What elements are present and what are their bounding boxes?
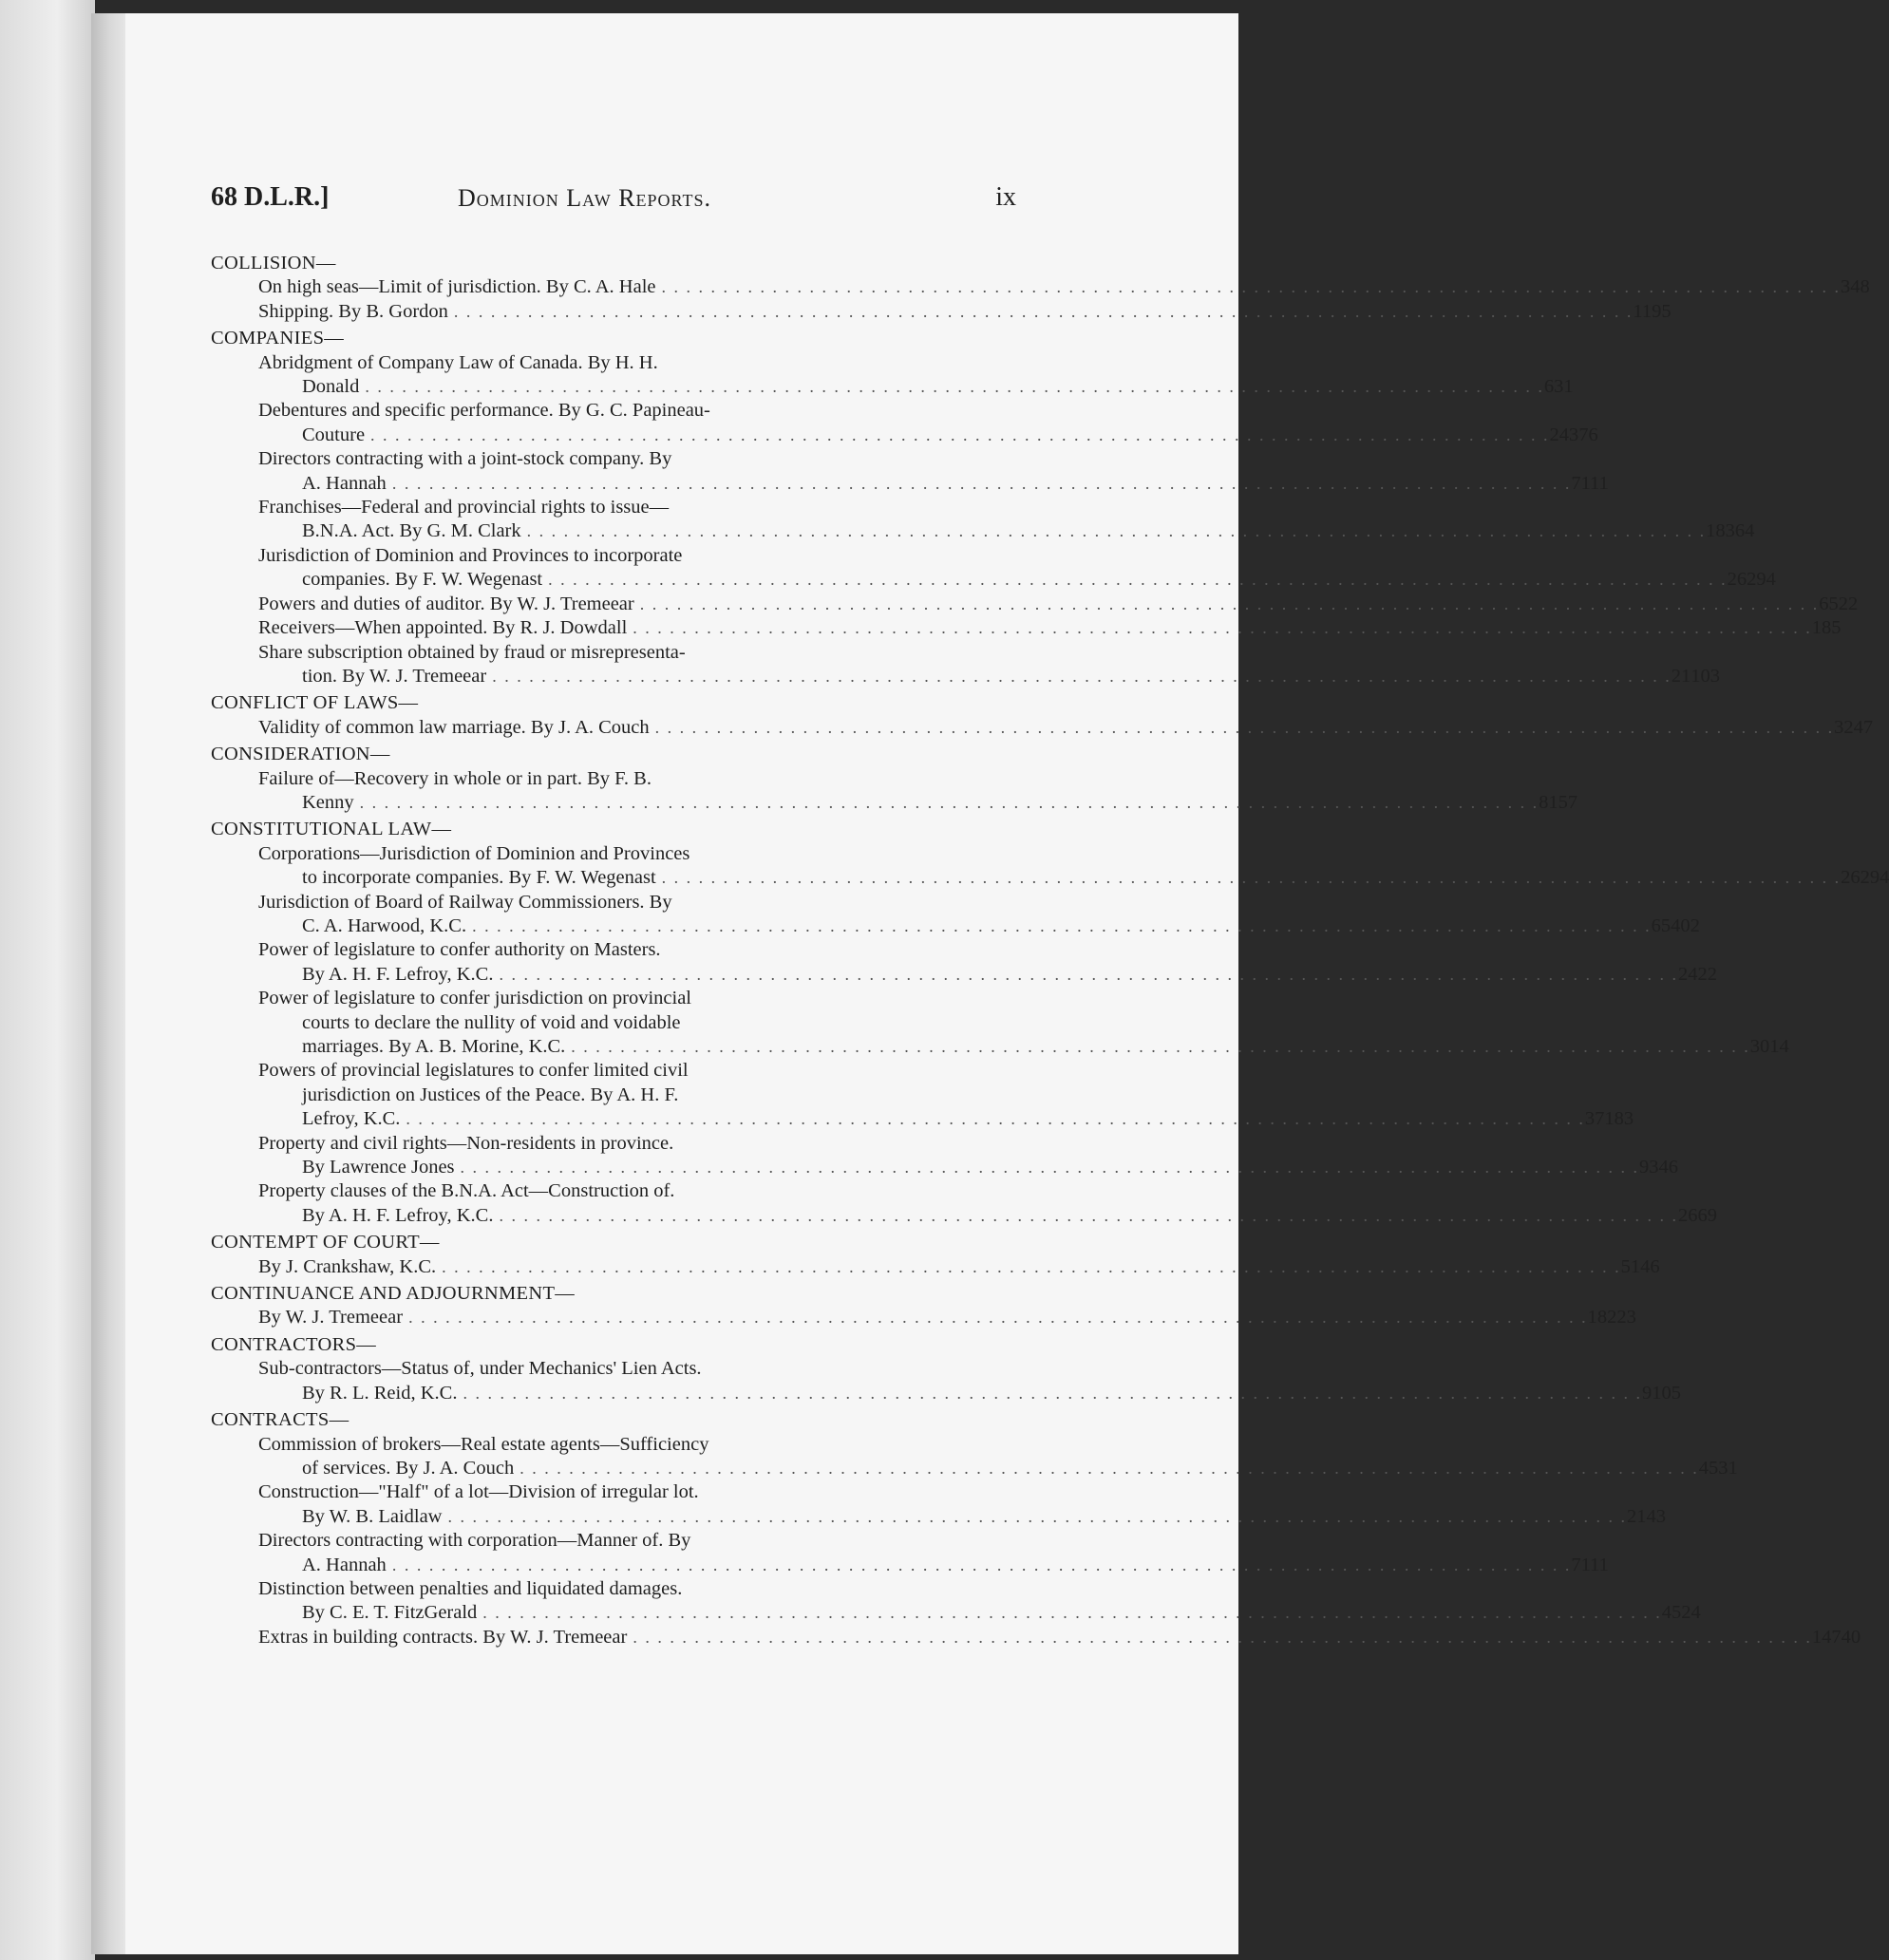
entry-line: Kenny [302,791,354,813]
entry-last-line [258,1156,1639,1179]
entry-line: Franchises—Federal and provincial rights to issue— [258,497,670,518]
dot-leader [406,1107,1585,1131]
index-heading: CONSTITUTIONAL LAW— [211,819,452,840]
dot-leader [454,300,1634,324]
entry-text [258,716,1834,740]
entry-line: Property clauses of the B.N.A. Act—Construction of. [258,1180,675,1202]
page-reference: 1 [1563,376,1574,398]
dot-leader [655,716,1835,740]
dot-leader [408,1306,1588,1329]
entry-line: Couture [302,424,366,445]
entry-line: B.N.A. Act. By G. M. Clark [302,520,521,542]
entry-line: A. Hannah [302,1554,387,1575]
entry-line: Abridgment of Company Law of Canada. By H. H. [258,351,658,373]
dot-leader [633,616,1812,640]
entry-line: By A. H. F. Lefroy, K.C. [302,1204,494,1226]
entry-text [258,351,1544,400]
entry-text [258,616,1812,640]
index-entry [258,1179,1717,1228]
dot-leader [548,568,1728,592]
volume-number: 26 [1727,569,1747,591]
entry-line: Construction—"Half" of a lot—Division of irregular lot. [258,1481,699,1503]
volume-number: 7 [1571,1554,1581,1575]
entry-line: Extras in building contracts. By W. J. Tremeear [258,1626,628,1648]
entry-last-line [258,375,1544,399]
entry-text [258,300,1633,324]
entry-line: Powers and duties of auditor. By W. J. Tremeear [258,593,634,614]
volume-number: 18 [1587,1307,1608,1329]
page-reference: 402 [1671,914,1700,936]
entry-line: Directors contracting with a joint-stock company. By [258,448,672,470]
entry-line: C. A. Harwood, K.C. [302,914,467,936]
dot-leader [365,375,1544,399]
volume-number: 7 [1571,472,1581,494]
entry-last-line [258,1382,1642,1405]
entry-line: On high seas—Limit of jurisdiction. By C. A. Hale [258,276,656,298]
entry-last-line [258,472,1571,496]
dot-leader [370,424,1550,447]
index-entry [258,399,1598,447]
entry-line: companies. By F. W. Wegenast [302,569,543,591]
volume-number: 24 [1677,963,1698,985]
page-reference: 22 [1697,963,1717,985]
volume-number: 9 [1639,1157,1650,1178]
entry-last-line [258,1204,1678,1228]
page-reference: 95 [1652,300,1672,322]
entry-last-line [258,1035,1750,1059]
entry-last-line [258,275,1841,299]
entry-line: Property and civil rights—Non-residents in province. [258,1132,674,1154]
entry-line: courts to declare the nullity of void and voidable [302,1011,681,1033]
dot-leader [392,472,1572,496]
page-reference: 8 [1860,276,1870,298]
page-reference: 5 [1831,617,1842,639]
page-number: ix [995,182,1016,212]
entry-line: Donald [302,376,360,398]
volume-number: 2 [1626,1505,1637,1527]
index-entry [258,1132,1679,1180]
index-entry [258,842,1889,891]
volume-number: 26 [1841,867,1861,889]
entry-line: Corporations—Jurisdiction of Dominion and Provinces [258,842,690,864]
volume-number: 30 [1749,1036,1770,1057]
index-entry [258,496,1755,544]
entry-last-line [258,963,1678,987]
page-reference: 143 [1636,1505,1666,1527]
entry-last-line [258,1505,1627,1529]
index-entry [258,1577,1701,1626]
page-reference: 46 [1640,1255,1660,1277]
dot-leader [662,866,1842,890]
page-reference: 69 [1697,1204,1717,1226]
volume-number: 34 [1841,276,1861,298]
entry-last-line [258,616,1812,640]
dot-leader [461,1156,1640,1179]
volume-number: 24 [1549,424,1570,445]
entry-line: Validity of common law marriage. By J. A. Couch [258,716,650,738]
dot-leader [499,963,1678,987]
entry-line: A. Hannah [302,472,387,494]
entry-last-line [258,568,1728,592]
entry-text [258,593,1819,616]
entry-text [258,891,1652,939]
index-entry [258,275,1870,299]
entry-line: Failure of—Recovery in whole or in part. By F. B. [258,767,652,789]
volume-number: 65 [1651,914,1672,936]
page-reference: 346 [1649,1157,1679,1178]
entry-line: Power of legislature to confer jurisdiction on provincial [258,988,692,1009]
entry-last-line [258,593,1819,616]
volume-number: 6 [1819,593,1829,614]
dot-leader [447,1505,1627,1529]
entry-text [258,1626,1812,1649]
volume-number: 9 [1641,1382,1653,1404]
entry-text [258,275,1841,299]
page-reference: 111 [1580,1554,1609,1575]
entry-line: By A. H. F. Lefroy, K.C. [302,963,494,985]
page-reference: 111 [1580,472,1609,494]
entry-line: By R. L. Reid, K.C. [302,1382,458,1404]
page-reference: 376 [1569,424,1598,445]
adjacent-page-edge [0,0,95,1960]
entry-line: to incorporate companies. By F. W. Wegenast [302,867,656,889]
entry-text [258,1577,1662,1626]
index-entry [258,1480,1666,1529]
dot-leader [640,593,1820,616]
dot-leader [519,1457,1699,1480]
index-heading: COLLISION— [211,253,336,273]
volume-number: 63 [1543,376,1564,398]
entry-last-line [258,716,1834,740]
entry-line: Jurisdiction of Dominion and Provinces to incorporate [258,544,683,566]
index-entry [258,891,1700,939]
index-entry [258,300,1672,324]
page-reference: 183 [1604,1108,1634,1130]
dot-leader [571,1035,1750,1059]
entry-text [258,1480,1627,1529]
page-reference: 14 [1769,1036,1789,1057]
page-reference: 247 [1843,716,1874,738]
entry-line: Shipping. By B. Gordon [258,300,448,322]
entry-line: Powers of provincial legislatures to confer limited civil [258,1060,689,1082]
entry-line: of services. By J. A. Couch [302,1457,515,1479]
index-heading: COMPANIES— [211,328,345,349]
entry-line: Receivers—When appointed. By R. J. Dowdall [258,617,628,639]
volume-number: 18 [1706,520,1726,542]
volume-number: 14 [1811,1626,1832,1648]
volume-number: 26 [1677,1204,1698,1226]
index-entry [258,593,1859,616]
entry-line: Share subscription obtained by fraud or misrepresenta- [258,641,686,663]
entry-text [258,938,1678,987]
index-heading: CONSIDERATION— [211,744,390,765]
entry-line: Commission of brokers—Real estate agents—Sufficiency [258,1433,709,1455]
index-entry [258,447,1609,496]
page-reference: 105 [1652,1382,1681,1404]
entry-text [258,1433,1699,1481]
entry-text [258,1059,1585,1131]
subject-index [203,249,1889,1649]
index-heading: CONFLICT OF LAWS— [211,692,419,714]
index-entry [258,1433,1738,1481]
entry-line: Power of legislature to confer authority on Masters. [258,939,661,961]
dot-leader [492,665,1672,688]
volume-number: 8 [1539,791,1549,813]
volume-number: 3 [1834,716,1844,738]
volume-number: 37 [1584,1108,1605,1130]
entry-last-line [258,866,1841,890]
entry-text [258,447,1571,496]
page-reference: 740 [1831,1626,1861,1648]
dot-leader [463,1382,1642,1405]
dot-leader [442,1255,1621,1279]
volume-reference: 68 D.L.R.] [211,182,330,212]
index-entry [258,1255,1660,1279]
entry-last-line [258,1601,1662,1625]
index-entry [258,1357,1681,1405]
entry-last-line [258,791,1539,815]
entry-text [258,399,1550,447]
entry-line: By C. E. T. FitzGerald [302,1602,478,1624]
entry-last-line [258,1457,1699,1480]
entry-text [258,987,1750,1059]
page-reference: 24 [1681,1602,1701,1624]
dot-leader [633,1626,1812,1649]
entry-text [258,1179,1678,1228]
entry-line: tion. By W. J. Tremeear [302,665,487,687]
page-reference: 223 [1607,1307,1636,1329]
index-entry [258,1529,1609,1577]
entry-text [258,641,1672,689]
dot-leader [499,1204,1678,1228]
entry-text [258,496,1706,544]
index-heading: CONTRACTS— [211,1409,349,1431]
entry-line: By Lawrence Jones [302,1157,455,1178]
volume-number: 11 [1633,300,1653,322]
running-title: Dominion Law Reports. [458,184,711,212]
entry-last-line [258,914,1652,938]
index-entry [258,716,1874,740]
entry-last-line [258,1255,1621,1279]
page-reference: 522 [1828,593,1859,614]
volume-number: 45 [1661,1602,1682,1624]
index-entry [258,641,1720,689]
volume-number: 51 [1620,1255,1641,1277]
index-heading: CONTRACTORS— [211,1333,377,1355]
entry-text [258,842,1841,891]
entry-line: marriages. By A. B. Morine, K.C. [302,1036,566,1057]
index-entry [258,987,1789,1059]
entry-last-line [258,665,1672,688]
entry-text [258,1306,1588,1329]
index-entry [258,1626,1861,1649]
index-entry [258,616,1842,640]
page-reference: 294 [1747,569,1776,591]
index-entry [258,1306,1636,1329]
dot-leader [472,914,1652,938]
volume-number: 18 [1811,617,1832,639]
page-reference: 103 [1691,665,1720,687]
entry-text [258,1255,1621,1279]
index-entry [258,767,1578,816]
dot-leader [392,1554,1572,1577]
dot-leader [482,1601,1662,1625]
entry-last-line [258,300,1633,324]
entry-line: By W. B. Laidlaw [302,1505,443,1527]
index-entry [258,544,1776,593]
entry-line: jurisdiction on Justices of the Peace. By A. H. F. [302,1084,679,1105]
entry-line: By J. Crankshaw, K.C. [258,1255,437,1277]
entry-line: By W. J. Tremeear [258,1307,404,1329]
entry-line: Lefroy, K.C. [302,1108,401,1130]
entry-line: Jurisdiction of Board of Railway Commissioners. By [258,891,672,913]
page-reference: 531 [1708,1457,1738,1479]
entry-last-line [258,1107,1585,1131]
entry-last-line [258,1626,1812,1649]
volume-number: 4 [1698,1457,1709,1479]
entry-text [258,1529,1571,1577]
index-entry [258,1059,1634,1131]
entry-text [258,544,1728,593]
page-reference: 294 [1860,867,1889,889]
volume-number: 21 [1671,665,1691,687]
entry-last-line [258,424,1550,447]
entry-text [258,1357,1642,1405]
running-header [211,182,1016,220]
dot-leader [527,519,1707,543]
page-reference: 364 [1725,520,1755,542]
entry-text [258,1132,1639,1180]
entry-line: Directors contracting with corporation—Manner of. By [258,1530,691,1552]
dot-leader [662,275,1842,299]
entry-text [258,767,1539,816]
page-reference: 157 [1548,791,1578,813]
dot-leader [360,791,1540,815]
index-entry [258,351,1574,400]
index-heading: CONTEMPT OF COURT— [211,1232,440,1253]
entry-line: Debentures and specific performance. By G. C. Papineau- [258,400,710,422]
index-entry [258,938,1717,987]
entry-line: Sub-contractors—Status of, under Mechanics' Lien Acts. [258,1358,702,1380]
entry-line: Distinction between penalties and liquidated damages. [258,1577,683,1599]
entry-last-line [258,1306,1588,1329]
index-heading: CONTINUANCE AND ADJOURNMENT— [211,1283,576,1305]
entry-last-line [258,519,1706,543]
entry-last-line [258,1554,1571,1577]
